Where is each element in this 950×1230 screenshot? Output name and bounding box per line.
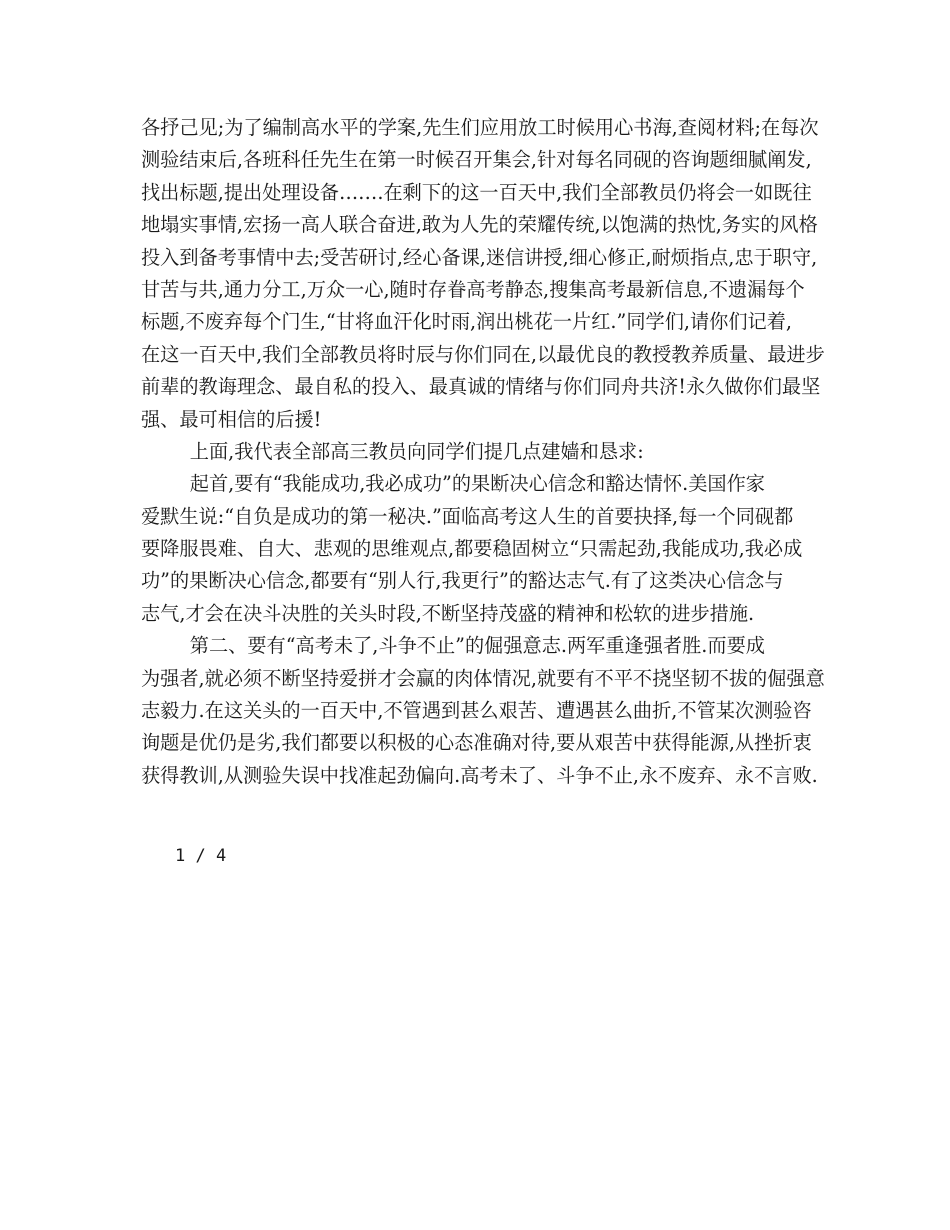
text-line: 在这一百天中,我们全部教员将时辰与你们同在,以最优良的教授教养质量、最进步 <box>141 342 825 366</box>
text-line: 获得教训,从测验失误中找准起劲偏向.高考未了、斗争不止,永不废弃、永不言败. <box>141 763 818 787</box>
text-line: 甘苦与共,通力分工,万众一心,随时存眷高考静态,搜集高考最新信息,不遗漏每个 <box>141 277 805 301</box>
text-line: 各抒己见;为了编制高水平的学案,先生们应用放工时候用心书海,查阅材料;在每次 <box>141 116 819 139</box>
page-number: 1 / 4 <box>175 846 227 866</box>
text-line: 标题,不废弃每个门生,“甘将血汗化时雨,润出桃花一片红.”同学们,请你们记着, <box>141 310 793 334</box>
text-line: 要降服畏难、自大、悲观的思维观点,都要稳固树立“只需起劲,我能成功,我必成 <box>141 537 803 561</box>
text-line: 爱默生说:“自负是成功的第一秘决.”面临高考这人生的首要抉择,每一个同砚都 <box>141 504 794 528</box>
text-line: 地塌实事情,宏扬一高人联合奋进,敢为人先的荣耀传统,以饱满的热忱,务实的风格 <box>141 213 818 237</box>
text-line: 前辈的教诲理念、最自私的投入、最真诚的情绪与你们同舟共济!永久做你们最坚 <box>141 375 821 399</box>
text-line: 询题是优仍是劣,我们都要以积极的心态准确对待,要从艰苦中获得能源,从挫折衷 <box>141 731 812 755</box>
text-line: 找出标题,提出处理设备…….在剩下的这一百天中,我们全部教员仍将会一如既往 <box>141 180 812 204</box>
paragraph-first-line: 起首,要有“我能成功,我必成功”的果断决心信念和豁达情怀.美国作家 <box>141 472 765 496</box>
paragraph-first-line: 上面,我代表全部高三教员向同学们提几点建嫱和恳求: <box>141 439 644 463</box>
text-line: 功”的果断决心信念,都要有“别人行,我更行”的豁达志气.有了这类决心信念与 <box>141 569 784 593</box>
text-line: 志毅力.在这关头的一百天中,不管遇到甚么艰苦、遭遇甚么曲折,不管某次测验咨 <box>141 699 812 723</box>
text-line: 投入到备考事情中去;受苦研讨,经心备课,迷信讲授,细心修正,耐烦指点,忠于职守, <box>141 245 818 269</box>
text-line: 强、最可相信的后援! <box>141 407 322 431</box>
paragraph-first-line: 第二、要有“高考未了,斗争不止”的倔强意志.两军重逢强者胜.而要成 <box>141 634 765 658</box>
body-text <box>141 112 825 792</box>
text-line: 为强者,就必须不断坚持爱拼才会赢的肉体情况,就要有不平不挠坚韧不拔的倔强意 <box>141 666 825 690</box>
text-line: 测验结束后,各班科任先生在第一时候召开集会,针对每名同砚的咨询题细腻阐发, <box>141 148 812 172</box>
text-line: 志气,才会在决斗决胜的关头时段,不断坚持茂盛的精神和松软的进步措施. <box>141 601 755 625</box>
